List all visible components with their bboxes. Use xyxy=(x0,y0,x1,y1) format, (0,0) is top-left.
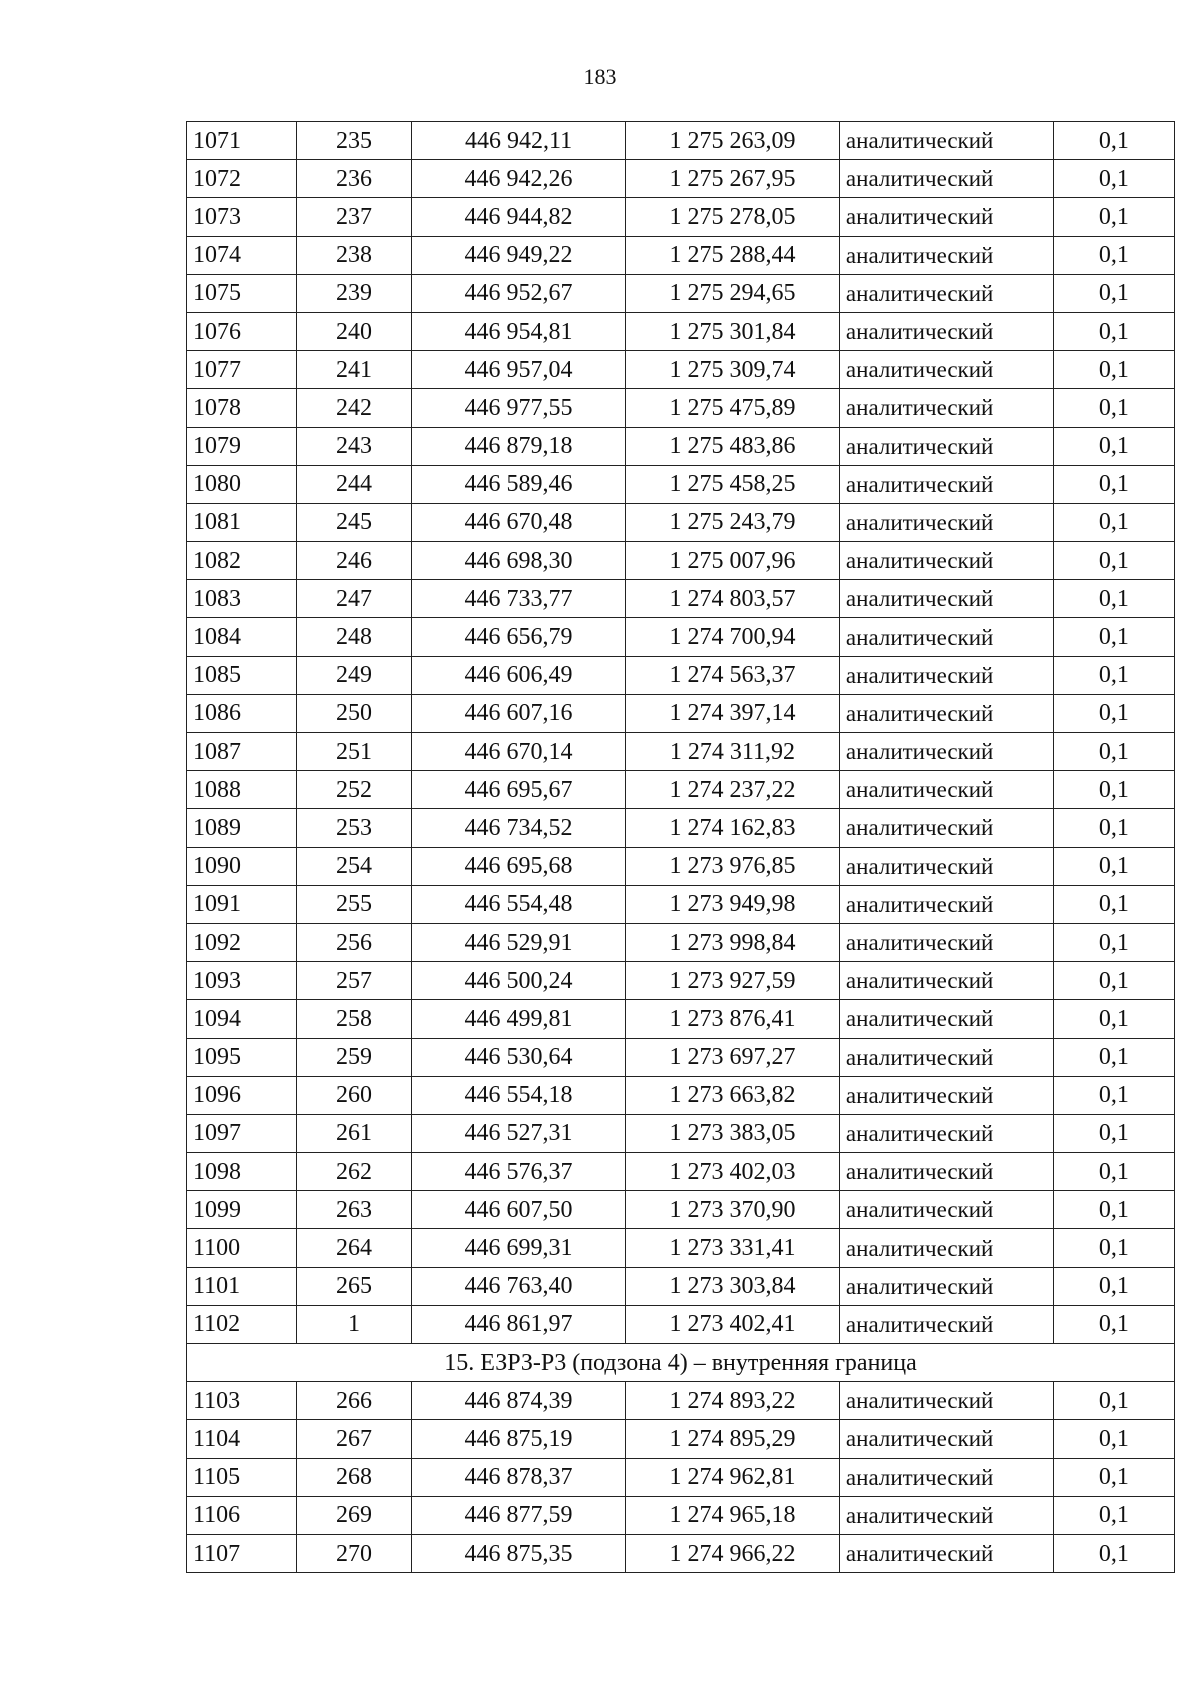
table-row xyxy=(187,198,1175,236)
x-coordinate-cell: 446 877,59 xyxy=(412,1496,626,1534)
row-number-cell: 1102 xyxy=(187,1305,297,1343)
accuracy-cell: 0,1 xyxy=(1053,1458,1174,1496)
accuracy-cell: 0,1 xyxy=(1053,1153,1174,1191)
x-coordinate-cell: 446 875,35 xyxy=(412,1534,626,1572)
table-row xyxy=(187,847,1175,885)
point-number-cell: 238 xyxy=(297,236,412,274)
table-row xyxy=(187,351,1175,389)
table-row xyxy=(187,1229,1175,1267)
accuracy-cell: 0,1 xyxy=(1053,1000,1174,1038)
x-coordinate-cell: 446 763,40 xyxy=(412,1267,626,1305)
x-coordinate-cell: 446 944,82 xyxy=(412,198,626,236)
accuracy-cell: 0,1 xyxy=(1053,962,1174,1000)
accuracy-cell: 0,1 xyxy=(1053,1382,1174,1420)
method-cell: аналитический xyxy=(839,1000,1053,1038)
accuracy-cell: 0,1 xyxy=(1053,542,1174,580)
method-cell: аналитический xyxy=(839,694,1053,732)
accuracy-cell: 0,1 xyxy=(1053,1076,1174,1114)
y-coordinate-cell: 1 275 301,84 xyxy=(625,312,839,350)
point-number-cell: 256 xyxy=(297,923,412,961)
method-cell: аналитический xyxy=(839,847,1053,885)
x-coordinate-cell: 446 957,04 xyxy=(412,351,626,389)
point-number-cell: 249 xyxy=(297,656,412,694)
row-number-cell: 1085 xyxy=(187,656,297,694)
method-cell: аналитический xyxy=(839,389,1053,427)
method-cell: аналитический xyxy=(839,580,1053,618)
method-cell: аналитический xyxy=(839,1153,1053,1191)
method-cell: аналитический xyxy=(839,236,1053,274)
x-coordinate-cell: 446 949,22 xyxy=(412,236,626,274)
table-row xyxy=(187,885,1175,923)
method-cell: аналитический xyxy=(839,618,1053,656)
method-cell: аналитический xyxy=(839,427,1053,465)
accuracy-cell: 0,1 xyxy=(1053,236,1174,274)
table-row xyxy=(187,160,1175,198)
row-number-cell: 1094 xyxy=(187,1000,297,1038)
y-coordinate-cell: 1 275 267,95 xyxy=(625,160,839,198)
method-cell: аналитический xyxy=(839,1382,1053,1420)
table-row xyxy=(187,618,1175,656)
accuracy-cell: 0,1 xyxy=(1053,694,1174,732)
accuracy-cell: 0,1 xyxy=(1053,198,1174,236)
row-number-cell: 1081 xyxy=(187,503,297,541)
method-cell: аналитический xyxy=(839,1191,1053,1229)
y-coordinate-cell: 1 274 893,22 xyxy=(625,1382,839,1420)
row-number-cell: 1071 xyxy=(187,122,297,160)
row-number-cell: 1092 xyxy=(187,923,297,961)
row-number-cell: 1105 xyxy=(187,1458,297,1496)
point-number-cell: 261 xyxy=(297,1114,412,1152)
point-number-cell: 258 xyxy=(297,1000,412,1038)
point-number-cell: 241 xyxy=(297,351,412,389)
accuracy-cell: 0,1 xyxy=(1053,656,1174,694)
y-coordinate-cell: 1 275 288,44 xyxy=(625,236,839,274)
method-cell: аналитический xyxy=(839,809,1053,847)
method-cell: аналитический xyxy=(839,771,1053,809)
method-cell: аналитический xyxy=(839,1496,1053,1534)
x-coordinate-cell: 446 695,67 xyxy=(412,771,626,809)
row-number-cell: 1103 xyxy=(187,1382,297,1420)
accuracy-cell: 0,1 xyxy=(1053,771,1174,809)
row-number-cell: 1072 xyxy=(187,160,297,198)
point-number-cell: 250 xyxy=(297,694,412,732)
accuracy-cell: 0,1 xyxy=(1053,1114,1174,1152)
row-number-cell: 1078 xyxy=(187,389,297,427)
row-number-cell: 1086 xyxy=(187,694,297,732)
point-number-cell: 255 xyxy=(297,885,412,923)
method-cell: аналитический xyxy=(839,465,1053,503)
point-number-cell: 254 xyxy=(297,847,412,885)
row-number-cell: 1089 xyxy=(187,809,297,847)
point-number-cell: 242 xyxy=(297,389,412,427)
row-number-cell: 1075 xyxy=(187,274,297,312)
point-number-cell: 239 xyxy=(297,274,412,312)
method-cell: аналитический xyxy=(839,923,1053,961)
accuracy-cell: 0,1 xyxy=(1053,274,1174,312)
method-cell: аналитический xyxy=(839,962,1053,1000)
point-number-cell: 270 xyxy=(297,1534,412,1572)
table-row xyxy=(187,580,1175,618)
point-number-cell: 259 xyxy=(297,1038,412,1076)
row-number-cell: 1097 xyxy=(187,1114,297,1152)
x-coordinate-cell: 446 656,79 xyxy=(412,618,626,656)
accuracy-cell: 0,1 xyxy=(1053,923,1174,961)
accuracy-cell: 0,1 xyxy=(1053,1038,1174,1076)
x-coordinate-cell: 446 977,55 xyxy=(412,389,626,427)
point-number-cell: 248 xyxy=(297,618,412,656)
table-row xyxy=(187,1496,1175,1534)
point-number-cell: 237 xyxy=(297,198,412,236)
accuracy-cell: 0,1 xyxy=(1053,389,1174,427)
x-coordinate-cell: 446 529,91 xyxy=(412,923,626,961)
y-coordinate-cell: 1 275 458,25 xyxy=(625,465,839,503)
point-number-cell: 244 xyxy=(297,465,412,503)
row-number-cell: 1073 xyxy=(187,198,297,236)
x-coordinate-cell: 446 554,48 xyxy=(412,885,626,923)
table-row xyxy=(187,274,1175,312)
table-row xyxy=(187,1305,1175,1343)
point-number-cell: 260 xyxy=(297,1076,412,1114)
table-row xyxy=(187,694,1175,732)
method-cell: аналитический xyxy=(839,1229,1053,1267)
method-cell: аналитический xyxy=(839,1458,1053,1496)
accuracy-cell: 0,1 xyxy=(1053,580,1174,618)
row-number-cell: 1098 xyxy=(187,1153,297,1191)
y-coordinate-cell: 1 275 294,65 xyxy=(625,274,839,312)
point-number-cell: 268 xyxy=(297,1458,412,1496)
accuracy-cell: 0,1 xyxy=(1053,1305,1174,1343)
table-row xyxy=(187,1191,1175,1229)
x-coordinate-cell: 446 607,16 xyxy=(412,694,626,732)
accuracy-cell: 0,1 xyxy=(1053,1229,1174,1267)
table-row xyxy=(187,1038,1175,1076)
table-row xyxy=(187,389,1175,427)
section-title: 15. ЕЗРЗ-Р3 (подзона 4) – внутренняя граница xyxy=(187,1344,1175,1382)
x-coordinate-cell: 446 734,52 xyxy=(412,809,626,847)
accuracy-cell: 0,1 xyxy=(1053,427,1174,465)
accuracy-cell: 0,1 xyxy=(1053,1420,1174,1458)
y-coordinate-cell: 1 273 402,03 xyxy=(625,1153,839,1191)
accuracy-cell: 0,1 xyxy=(1053,351,1174,389)
y-coordinate-cell: 1 274 162,83 xyxy=(625,809,839,847)
row-number-cell: 1100 xyxy=(187,1229,297,1267)
x-coordinate-cell: 446 670,14 xyxy=(412,733,626,771)
point-number-cell: 257 xyxy=(297,962,412,1000)
y-coordinate-cell: 1 273 402,41 xyxy=(625,1305,839,1343)
method-cell: аналитический xyxy=(839,1420,1053,1458)
accuracy-cell: 0,1 xyxy=(1053,1267,1174,1305)
table-row xyxy=(187,1534,1175,1572)
y-coordinate-cell: 1 274 237,22 xyxy=(625,771,839,809)
table-row xyxy=(187,733,1175,771)
method-cell: аналитический xyxy=(839,503,1053,541)
x-coordinate-cell: 446 527,31 xyxy=(412,1114,626,1152)
x-coordinate-cell: 446 874,39 xyxy=(412,1382,626,1420)
y-coordinate-cell: 1 273 303,84 xyxy=(625,1267,839,1305)
y-coordinate-cell: 1 273 663,82 xyxy=(625,1076,839,1114)
method-cell: аналитический xyxy=(839,542,1053,580)
point-number-cell: 246 xyxy=(297,542,412,580)
method-cell: аналитический xyxy=(839,885,1053,923)
y-coordinate-cell: 1 274 397,14 xyxy=(625,694,839,732)
y-coordinate-cell: 1 273 976,85 xyxy=(625,847,839,885)
row-number-cell: 1095 xyxy=(187,1038,297,1076)
table-row xyxy=(187,1458,1175,1496)
accuracy-cell: 0,1 xyxy=(1053,885,1174,923)
point-number-cell: 263 xyxy=(297,1191,412,1229)
row-number-cell: 1096 xyxy=(187,1076,297,1114)
x-coordinate-cell: 446 952,67 xyxy=(412,274,626,312)
y-coordinate-cell: 1 275 475,89 xyxy=(625,389,839,427)
row-number-cell: 1076 xyxy=(187,312,297,350)
y-coordinate-cell: 1 274 311,92 xyxy=(625,733,839,771)
method-cell: аналитический xyxy=(839,1267,1053,1305)
accuracy-cell: 0,1 xyxy=(1053,1191,1174,1229)
row-number-cell: 1074 xyxy=(187,236,297,274)
method-cell: аналитический xyxy=(839,351,1053,389)
x-coordinate-cell: 446 733,77 xyxy=(412,580,626,618)
x-coordinate-cell: 446 606,49 xyxy=(412,656,626,694)
table-row xyxy=(187,1382,1175,1420)
method-cell: аналитический xyxy=(839,122,1053,160)
point-number-cell: 245 xyxy=(297,503,412,541)
y-coordinate-cell: 1 273 876,41 xyxy=(625,1000,839,1038)
point-number-cell: 265 xyxy=(297,1267,412,1305)
accuracy-cell: 0,1 xyxy=(1053,503,1174,541)
point-number-cell: 236 xyxy=(297,160,412,198)
method-cell: аналитический xyxy=(839,274,1053,312)
y-coordinate-cell: 1 274 563,37 xyxy=(625,656,839,694)
row-number-cell: 1091 xyxy=(187,885,297,923)
y-coordinate-cell: 1 273 927,59 xyxy=(625,962,839,1000)
accuracy-cell: 0,1 xyxy=(1053,733,1174,771)
table-row xyxy=(187,312,1175,350)
y-coordinate-cell: 1 274 966,22 xyxy=(625,1534,839,1572)
table-row xyxy=(187,1000,1175,1038)
row-number-cell: 1090 xyxy=(187,847,297,885)
y-coordinate-cell: 1 273 949,98 xyxy=(625,885,839,923)
y-coordinate-cell: 1 275 243,79 xyxy=(625,503,839,541)
table-row xyxy=(187,122,1175,160)
point-number-cell: 267 xyxy=(297,1420,412,1458)
point-number-cell: 252 xyxy=(297,771,412,809)
x-coordinate-cell: 446 942,26 xyxy=(412,160,626,198)
table-row xyxy=(187,503,1175,541)
x-coordinate-cell: 446 530,64 xyxy=(412,1038,626,1076)
method-cell: аналитический xyxy=(839,160,1053,198)
coordinates-table xyxy=(186,121,1175,1573)
row-number-cell: 1104 xyxy=(187,1420,297,1458)
x-coordinate-cell: 446 500,24 xyxy=(412,962,626,1000)
point-number-cell: 269 xyxy=(297,1496,412,1534)
row-number-cell: 1087 xyxy=(187,733,297,771)
method-cell: аналитический xyxy=(839,1114,1053,1152)
y-coordinate-cell: 1 273 331,41 xyxy=(625,1229,839,1267)
row-number-cell: 1101 xyxy=(187,1267,297,1305)
point-number-cell: 235 xyxy=(297,122,412,160)
accuracy-cell: 0,1 xyxy=(1053,312,1174,350)
page-number: 183 xyxy=(583,64,617,89)
x-coordinate-cell: 446 954,81 xyxy=(412,312,626,350)
x-coordinate-cell: 446 576,37 xyxy=(412,1153,626,1191)
table-row xyxy=(187,809,1175,847)
y-coordinate-cell: 1 273 370,90 xyxy=(625,1191,839,1229)
method-cell: аналитический xyxy=(839,198,1053,236)
accuracy-cell: 0,1 xyxy=(1053,160,1174,198)
table-row xyxy=(187,1076,1175,1114)
accuracy-cell: 0,1 xyxy=(1053,465,1174,503)
accuracy-cell: 0,1 xyxy=(1053,122,1174,160)
y-coordinate-cell: 1 275 483,86 xyxy=(625,427,839,465)
row-number-cell: 1080 xyxy=(187,465,297,503)
y-coordinate-cell: 1 275 007,96 xyxy=(625,542,839,580)
accuracy-cell: 0,1 xyxy=(1053,809,1174,847)
y-coordinate-cell: 1 274 965,18 xyxy=(625,1496,839,1534)
x-coordinate-cell: 446 589,46 xyxy=(412,465,626,503)
point-number-cell: 251 xyxy=(297,733,412,771)
method-cell: аналитический xyxy=(839,312,1053,350)
table-row xyxy=(187,1114,1175,1152)
table-row xyxy=(187,542,1175,580)
row-number-cell: 1082 xyxy=(187,542,297,580)
row-number-cell: 1106 xyxy=(187,1496,297,1534)
point-number-cell: 243 xyxy=(297,427,412,465)
accuracy-cell: 0,1 xyxy=(1053,1496,1174,1534)
table-row xyxy=(187,1420,1175,1458)
x-coordinate-cell: 446 695,68 xyxy=(412,847,626,885)
method-cell: аналитический xyxy=(839,1305,1053,1343)
row-number-cell: 1079 xyxy=(187,427,297,465)
coordinates-table-body xyxy=(187,122,1175,1573)
x-coordinate-cell: 446 878,37 xyxy=(412,1458,626,1496)
table-row xyxy=(187,656,1175,694)
method-cell: аналитический xyxy=(839,1076,1053,1114)
accuracy-cell: 0,1 xyxy=(1053,1534,1174,1572)
x-coordinate-cell: 446 861,97 xyxy=(412,1305,626,1343)
point-number-cell: 1 xyxy=(297,1305,412,1343)
method-cell: аналитический xyxy=(839,1534,1053,1572)
table-row xyxy=(187,771,1175,809)
y-coordinate-cell: 1 275 309,74 xyxy=(625,351,839,389)
table-row xyxy=(187,923,1175,961)
row-number-cell: 1093 xyxy=(187,962,297,1000)
point-number-cell: 262 xyxy=(297,1153,412,1191)
method-cell: аналитический xyxy=(839,733,1053,771)
y-coordinate-cell: 1 273 383,05 xyxy=(625,1114,839,1152)
row-number-cell: 1077 xyxy=(187,351,297,389)
x-coordinate-cell: 446 875,19 xyxy=(412,1420,626,1458)
y-coordinate-cell: 1 274 803,57 xyxy=(625,580,839,618)
x-coordinate-cell: 446 699,31 xyxy=(412,1229,626,1267)
row-number-cell: 1099 xyxy=(187,1191,297,1229)
table-row xyxy=(187,1267,1175,1305)
x-coordinate-cell: 446 670,48 xyxy=(412,503,626,541)
point-number-cell: 264 xyxy=(297,1229,412,1267)
row-number-cell: 1083 xyxy=(187,580,297,618)
y-coordinate-cell: 1 274 700,94 xyxy=(625,618,839,656)
row-number-cell: 1084 xyxy=(187,618,297,656)
x-coordinate-cell: 446 554,18 xyxy=(412,1076,626,1114)
table-row xyxy=(187,427,1175,465)
table-row xyxy=(187,1153,1175,1191)
y-coordinate-cell: 1 274 962,81 xyxy=(625,1458,839,1496)
accuracy-cell: 0,1 xyxy=(1053,618,1174,656)
point-number-cell: 240 xyxy=(297,312,412,350)
point-number-cell: 253 xyxy=(297,809,412,847)
table-row xyxy=(187,465,1175,503)
section-header-row xyxy=(187,1344,1175,1382)
x-coordinate-cell: 446 607,50 xyxy=(412,1191,626,1229)
method-cell: аналитический xyxy=(839,656,1053,694)
accuracy-cell: 0,1 xyxy=(1053,847,1174,885)
point-number-cell: 266 xyxy=(297,1382,412,1420)
row-number-cell: 1088 xyxy=(187,771,297,809)
y-coordinate-cell: 1 275 263,09 xyxy=(625,122,839,160)
x-coordinate-cell: 446 879,18 xyxy=(412,427,626,465)
y-coordinate-cell: 1 273 697,27 xyxy=(625,1038,839,1076)
y-coordinate-cell: 1 275 278,05 xyxy=(625,198,839,236)
method-cell: аналитический xyxy=(839,1038,1053,1076)
x-coordinate-cell: 446 499,81 xyxy=(412,1000,626,1038)
x-coordinate-cell: 446 698,30 xyxy=(412,542,626,580)
y-coordinate-cell: 1 273 998,84 xyxy=(625,923,839,961)
y-coordinate-cell: 1 274 895,29 xyxy=(625,1420,839,1458)
table-row xyxy=(187,962,1175,1000)
point-number-cell: 247 xyxy=(297,580,412,618)
row-number-cell: 1107 xyxy=(187,1534,297,1572)
table-row xyxy=(187,236,1175,274)
x-coordinate-cell: 446 942,11 xyxy=(412,122,626,160)
